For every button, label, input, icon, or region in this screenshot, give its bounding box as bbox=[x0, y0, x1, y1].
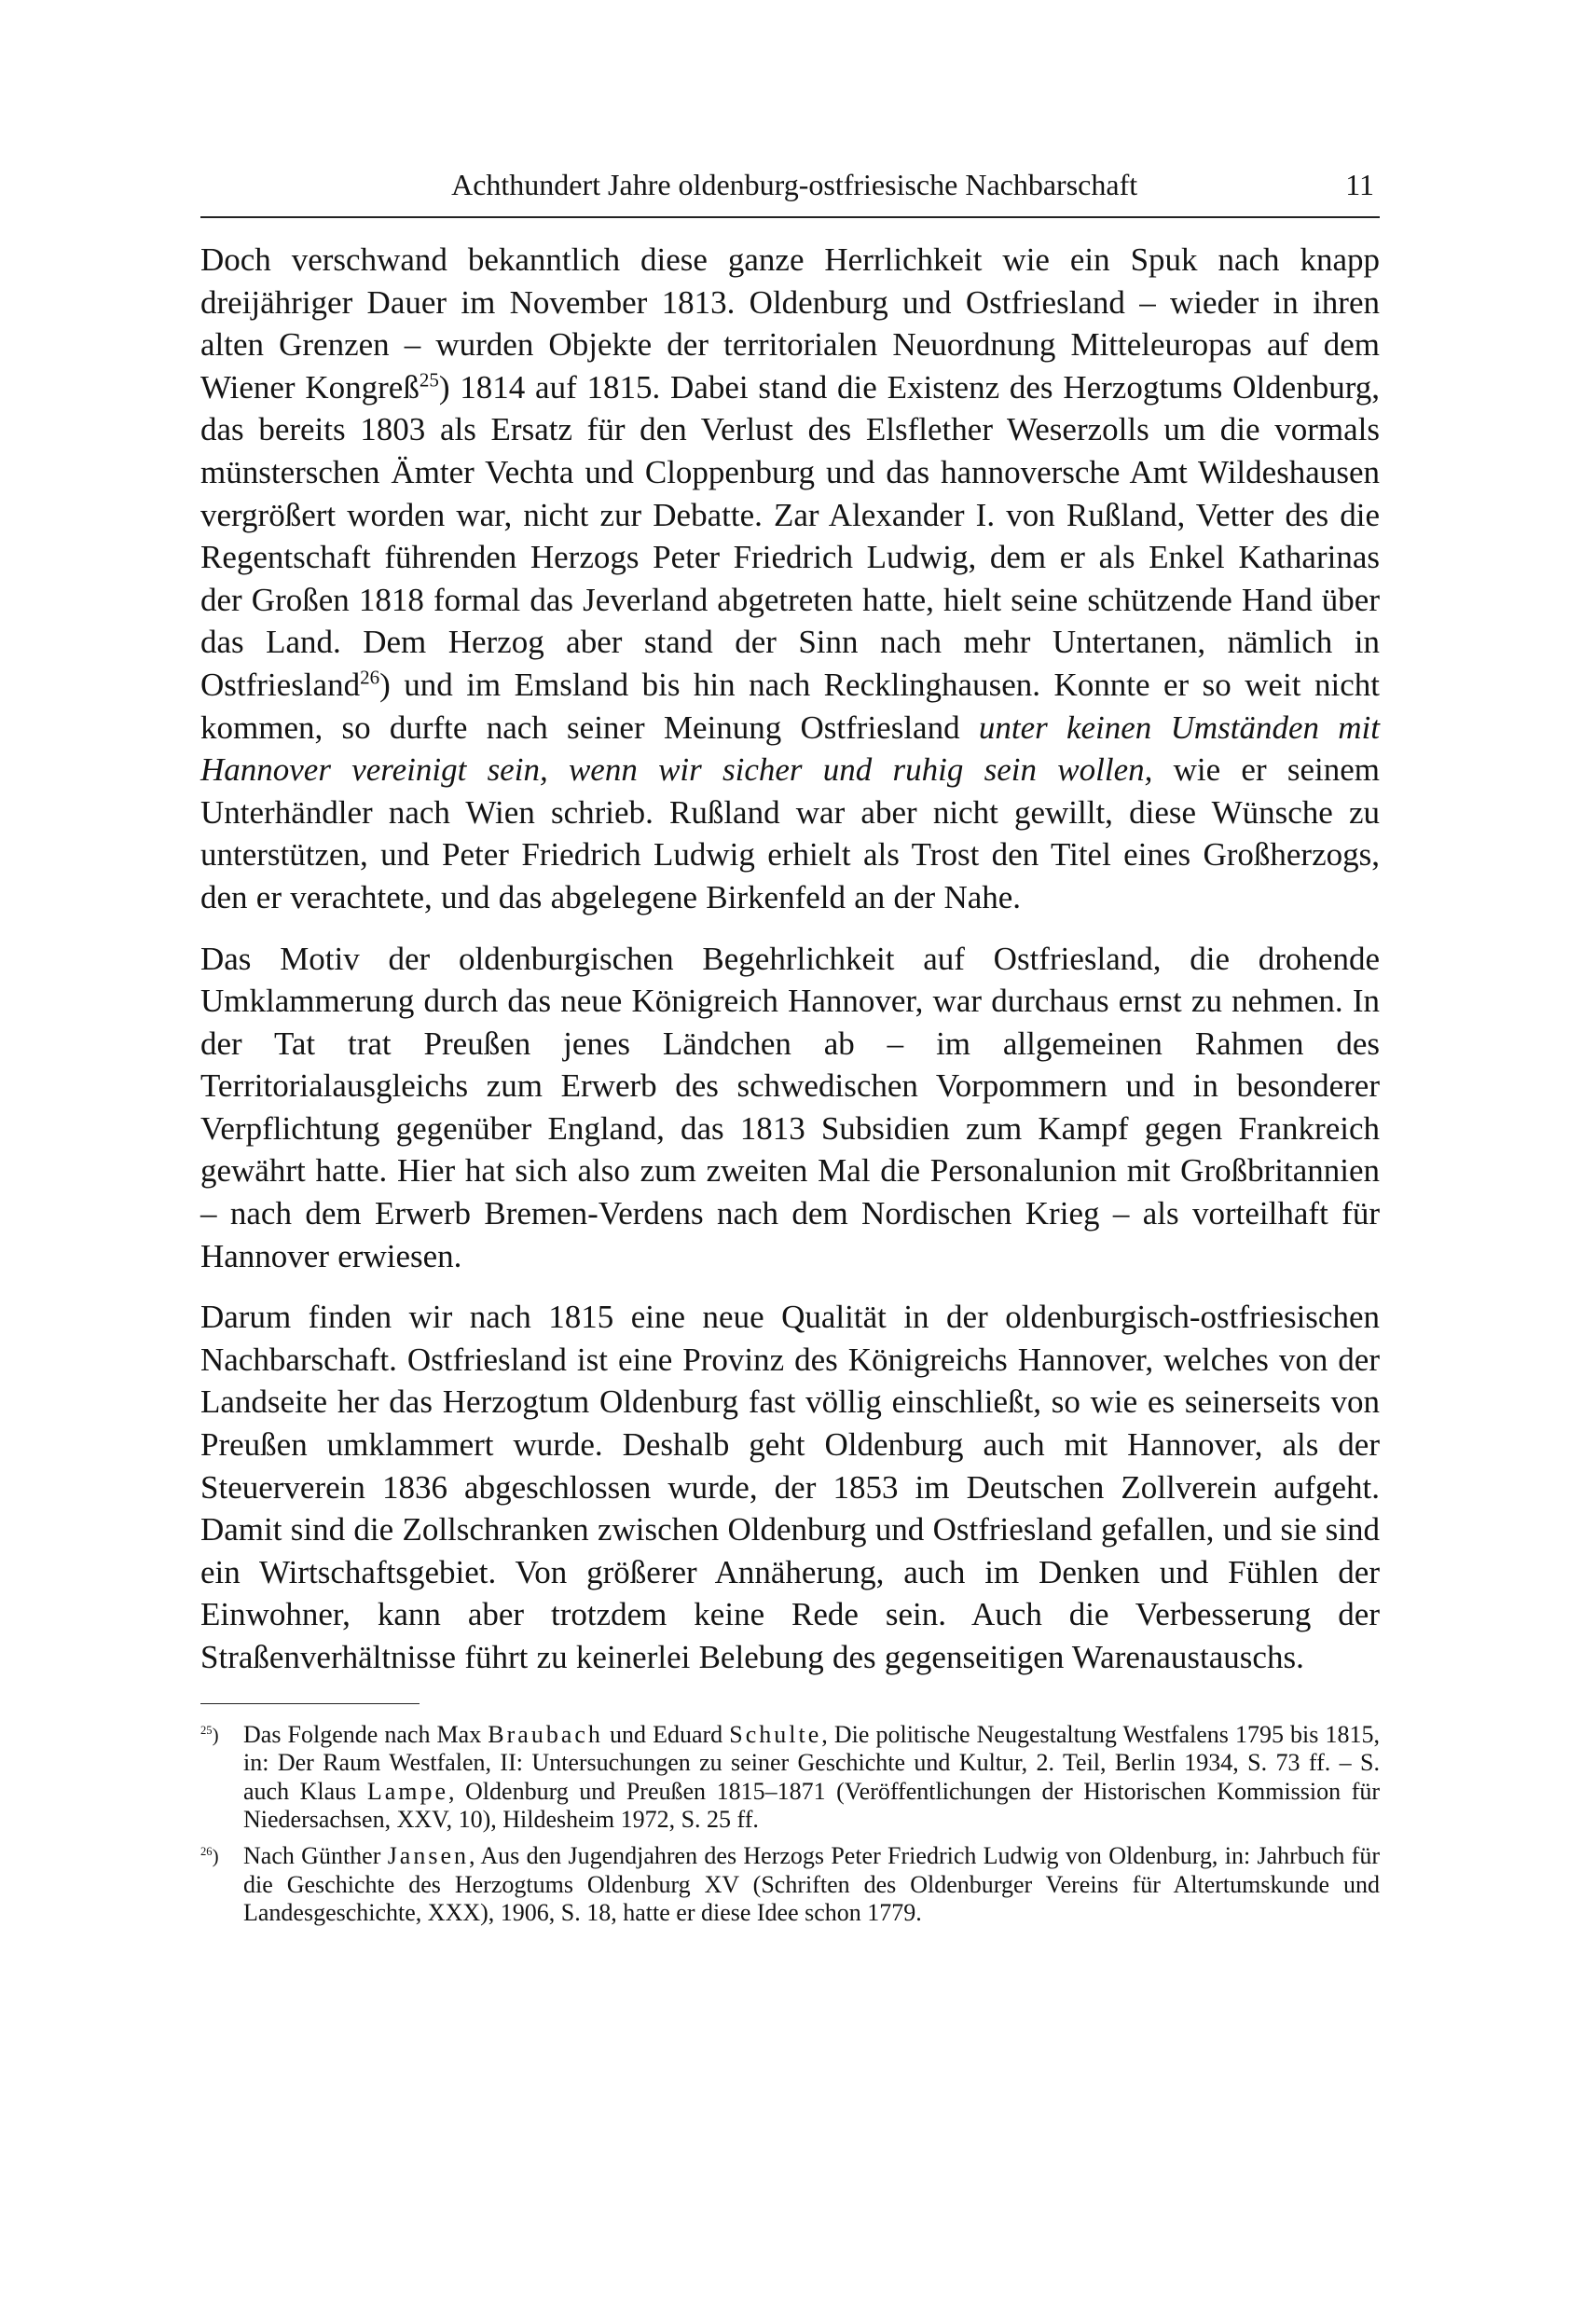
footnote-text-b: , Aus den Jugendjahren des Herzogs Peter Friedrich Ludwig von Oldenburg, in: Jahrbuch für die Geschichte des Herzogtums Oldenburg XV (Schriften des Oldenburger Vereins für Altertumskunde und Landesgeschichte, XXX), 1906, S. 18, hatte er diese Idee schon 1779. bbox=[243, 1841, 1380, 1927]
author-name: Schulte bbox=[729, 1720, 822, 1748]
paragraph-3: Darum finden wir nach 1815 eine neue Qualität in der oldenburgisch-ostfriesischen Nachbarschaft. Ostfriesland ist eine Provinz des Königreichs Hannover, welches von der Landseite her das Herzogtum Oldenburg fast völlig einschließt, so wie es seinerseits von Preußen umklammert wurde. Deshalb geht Oldenburg auch mit Hannover, als der Steuerverein 1836 abgeschlossen wurde, der 1853 im Deutschen Zollverein aufgeht. Damit sind die Zollschranken zwischen Oldenburg und Ostfriesland gefallen, und sie sind ein Wirtschaftsgebiet. Von größerer Annäherung, auch im Denken und Fühlen der Einwohner, kann aber trotzdem keine Rede sein. Auch die Verbesserung der Straßenverhältnisse führt zu keinerlei Belebung des gegenseitigen Warenaustauschs. bbox=[200, 1299, 1380, 1675]
footnote-ref-26[interactable]: 26 bbox=[360, 666, 380, 689]
footnote-paren: ) bbox=[212, 1844, 219, 1867]
footnote-paren: ) bbox=[212, 1723, 219, 1746]
paragraph-1-text-d: wie er seinem Unterhändler nach Wien schrieb. Rußland war aber nicht gewillt, diese Wünsche zu unterstützen, und Peter Friedrich Ludwig erhielt als Trost den Titel eines Großherzogs, den er verachtete, und das abgelegene Birkenfeld an der Nahe. bbox=[200, 751, 1380, 915]
paragraph-1-quote: unter keinen Umständen mit Hannover vereinigt sein, wenn wir sicher und ruhig sein wollen, bbox=[200, 709, 1380, 789]
footnote-text-d: , Oldenburg und Preußen 1815–1871 (Veröffentlichungen der Historischen Kommission für Niedersachsen, XXV, 10), Hildesheim 1972, S. 25 ff. bbox=[243, 1777, 1380, 1834]
footnote-mark bbox=[200, 1721, 243, 1835]
paragraph-2: Das Motiv der oldenburgischen Begehrlichkeit auf Ostfriesland, die drohende Umklammerung durch das neue Königreich Hannover, war durchaus ernst zu nehmen. In der Tat trat Preußen jenes Ländchen ab – im allgemeinen Rahmen des Territorialausgleichs zum Erwerb des schwedischen Vorpommern und in besonderer Verpflichtung gegenüber England, das 1813 Subsidien zum Kampf gegen Frankreich gewährt hatte. Hier hat sich also zum zweiten Mal die Personalunion mit Großbritannien – nach dem Erwerb Bremen-Verdens nach dem Nordischen Krieg – als vorteilhaft für Hannover erwiesen. bbox=[200, 940, 1380, 1274]
running-title: Achthundert Jahre oldenburg-ostfriesische Nachbarschaft bbox=[451, 168, 1138, 201]
footnote-ref-25[interactable]: 25 bbox=[419, 368, 439, 392]
author-name: Lampe bbox=[366, 1777, 448, 1805]
footnote-mark bbox=[200, 1842, 243, 1928]
footnote-text-a: Das Folgende nach Max bbox=[243, 1720, 488, 1748]
main-text bbox=[200, 239, 1380, 1679]
paragraph-1 bbox=[200, 239, 1380, 919]
paragraph-1-text-a: Doch verschwand bekanntlich diese ganze Herrlichkeit wie ein Spuk nach knapp dreijähriger Dauer im November 1813. Oldenburg und Ostfriesland – wieder in ihren alten Grenzen – wurden Objekte der territorialen Neuordnung Mitteleuropas auf dem Wiener Kongreß bbox=[200, 241, 1380, 406]
footnote-26 bbox=[200, 1842, 1380, 1928]
author-name: Braubach bbox=[488, 1720, 603, 1748]
footnote-number: 26 bbox=[200, 1844, 213, 1858]
footnote-text-c: , Die politische Neugestaltung Westfalens 1795 bis 1815, in: Der Raum Westfalen, II: Untersuchungen zu seiner Geschichte und Kultur, 2. Teil, Berlin 1934, S. 73 ff. – S. auch Klaus bbox=[243, 1720, 1380, 1805]
book-page bbox=[200, 166, 1380, 1935]
running-header bbox=[200, 166, 1380, 218]
footnotes bbox=[200, 1721, 1380, 1928]
footnote-text-a: Nach Günther bbox=[243, 1841, 388, 1869]
paragraph-1-text-c: ) und im Emsland bis hin nach Recklinghausen. Konnte er so weit nicht kommen, so durfte nach seiner Meinung Ostfriesland bbox=[200, 666, 1380, 746]
footnote-text-b: und Eduard bbox=[602, 1720, 730, 1748]
paragraph-1-text-b: ) 1814 auf 1815. Dabei stand die Existenz des Herzogtums Oldenburg, das bereits 1803 als Ersatz für den Verlust des Elsflether Weserzolls um die vormals münsterschen Ämter Vechta und Cloppenburg und das hannoversche Amt Wildeshausen vergrößert worden war, nicht zur Debatte. Zar Alexander I. von Rußland, Vetter des die Regentschaft führenden Herzogs Peter Friedrich Ludwig, dem er als Enkel Katharinas der Großen 1818 formal das Jeverland abgetreten hatte, hielt seine schützende Hand über das Land. Dem Herzog aber stand der Sinn nach mehr Untertanen, nämlich in Ostfriesland bbox=[200, 368, 1380, 703]
author-name: Jansen bbox=[387, 1841, 470, 1869]
footnote-text bbox=[243, 1721, 1380, 1835]
footnote-number: 25 bbox=[200, 1723, 213, 1737]
footnote-25 bbox=[200, 1721, 1380, 1835]
page-number: 11 bbox=[1345, 168, 1374, 201]
footnote-divider bbox=[200, 1703, 420, 1704]
footnote-text bbox=[243, 1842, 1380, 1928]
